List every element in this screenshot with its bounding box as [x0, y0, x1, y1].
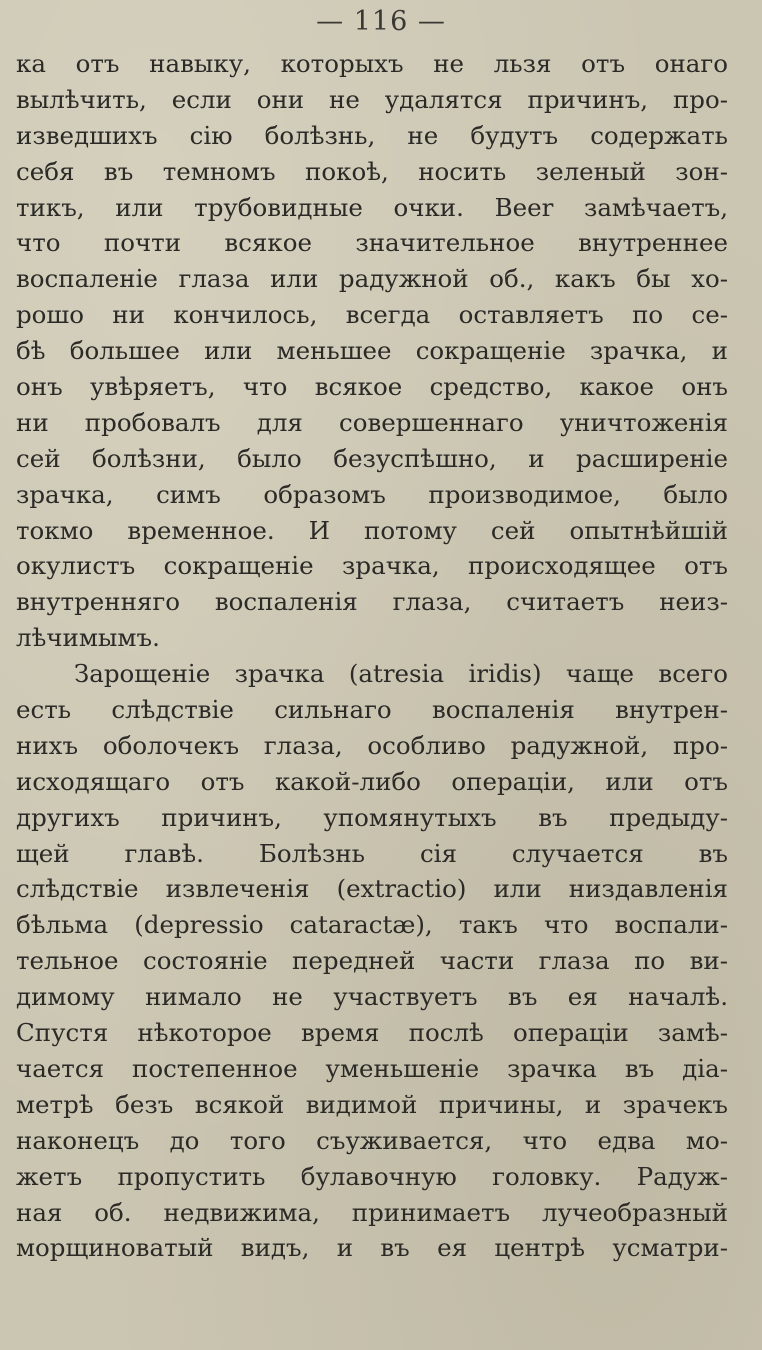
text-line: бѣ большее или меньшее сокращеніе зрачка, и — [16, 336, 728, 366]
text-line: ни пробовалъ для совершеннаго уничтоженія — [16, 407, 728, 437]
text-line: рошо ни кончилось, всегда оставляетъ по се- — [16, 300, 728, 330]
text-line: другихъ причинъ, упомянутыхъ въ предыду- — [16, 802, 728, 832]
text-line: наконецъ до того съуживается, что едва мо- — [16, 1125, 728, 1155]
text-line: воспаленіе глаза или радужной об., какъ бы хо- — [16, 264, 728, 294]
body-text — [16, 46, 728, 1266]
paragraph-end-line: лѣчимымъ. — [16, 623, 160, 653]
text-line: тикъ, или трубовидные очки. Beer замѣчаетъ, — [16, 192, 728, 222]
text-line: тельное состояніе передней части глаза по ви- — [16, 946, 728, 976]
text-line: ка отъ навыку, которыхъ не льзя отъ онаго — [16, 49, 728, 78]
text-line: что почти всякое значительное внутреннее — [16, 228, 728, 258]
text-line: морщиноватый видъ, и въ ея центрѣ усматри- — [16, 1233, 728, 1263]
text-line: внутренняго воспаленія глаза, считаетъ неиз- — [16, 587, 728, 617]
text-line: жетъ пропустить булавочную головку. Радуж- — [16, 1161, 728, 1191]
page-number: — 116 — — [316, 6, 446, 37]
text-line: щей главѣ. Болѣзнь сія случается въ — [16, 838, 728, 868]
text-line: нихъ оболочекъ глаза, особливо радужной, про- — [16, 730, 728, 760]
text-line: онъ увѣряетъ, что всякое средство, какое онъ — [16, 372, 728, 402]
text-line: себя въ темномъ покоѣ, носить зеленый зон- — [16, 156, 728, 186]
text-line: зрачка, симъ образомъ производимое, было — [16, 479, 728, 509]
text-line: димому нимало не участвуетъ въ ея началѣ. — [16, 982, 728, 1012]
text-line: токмо временное. И потому сей опытнѣйшій — [16, 515, 728, 545]
text-line: окулистъ сокращеніе зрачка, происходящее отъ — [16, 551, 728, 581]
text-line: метрѣ безъ всякой видимой причины, и зрачекъ — [16, 1089, 728, 1119]
paragraph-start-line: Зарощеніе зрачка (atresia iridis) чаще всего — [74, 659, 728, 689]
text-line: вылѣчить, если они не удалятся причинъ, про- — [16, 84, 728, 114]
text-line: сей болѣзни, было безуспѣшно, и расширеніе — [16, 443, 728, 473]
text-line: изведшихъ сію болѣзнь, не будутъ содержать — [16, 120, 728, 150]
text-line: Спустя нѣкоторое время послѣ операціи замѣ- — [16, 1018, 728, 1048]
text-line: есть слѣдствіе сильнаго воспаленія внутрен- — [16, 695, 728, 725]
text-line: слѣдствіе извлеченія (extractio) или низдавленія — [16, 874, 728, 904]
text-line: бѣльма (depressio cataractæ), такъ что воспали- — [16, 910, 728, 940]
text-line: чается постепенное уменьшеніе зрачка въ діа- — [16, 1053, 728, 1083]
text-line: ная об. недвижима, принимаетъ лучеобразный — [16, 1197, 728, 1227]
text-line: исходящаго отъ какой-либо операціи, или отъ — [16, 766, 728, 796]
